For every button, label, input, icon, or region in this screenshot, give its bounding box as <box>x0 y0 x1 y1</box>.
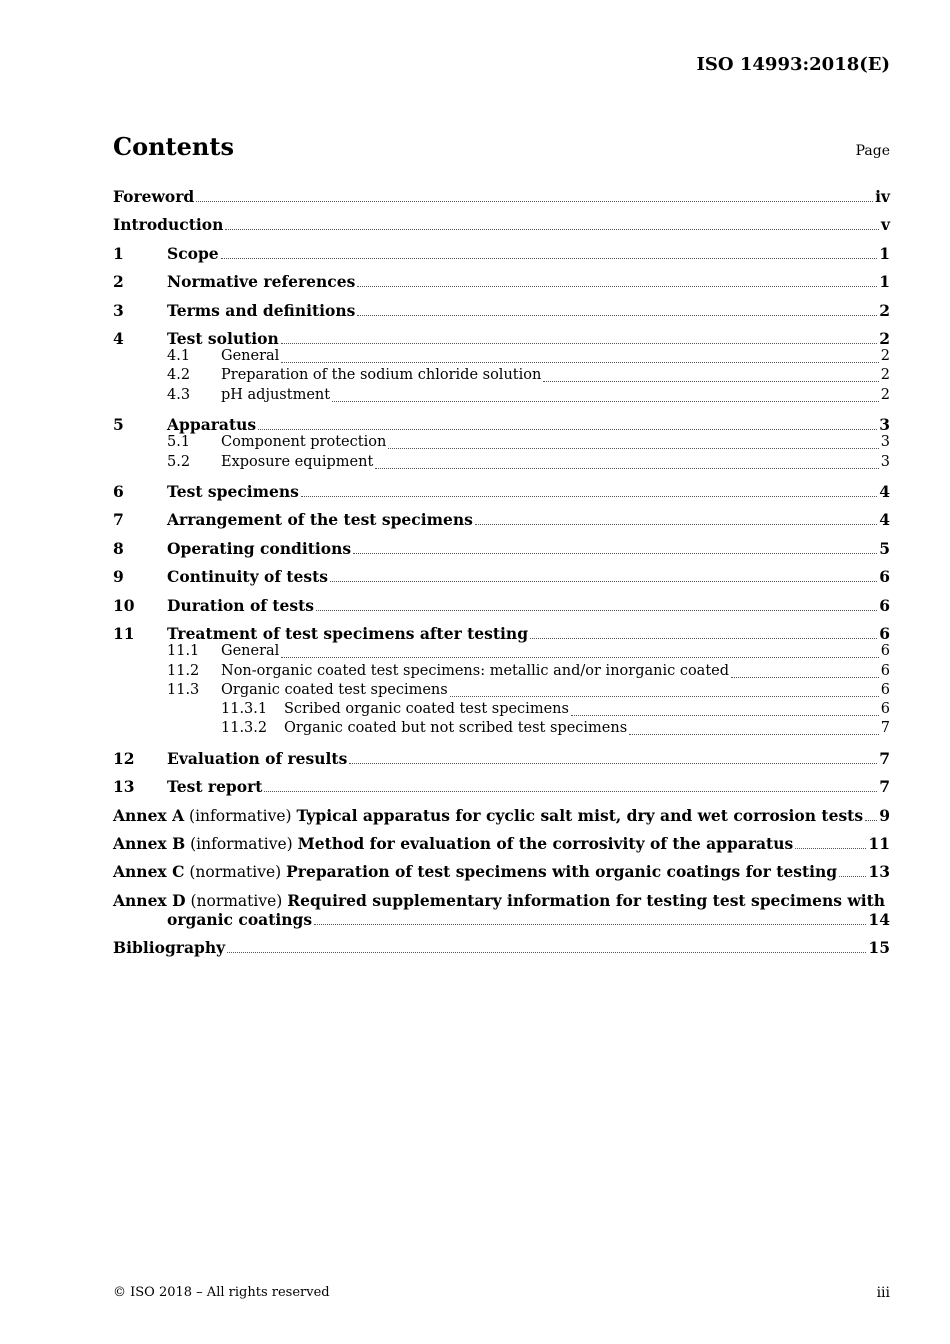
toc-entry-number: 5.2 <box>167 454 191 470</box>
dot-leader <box>221 258 878 259</box>
page-column-label: Page <box>855 143 890 159</box>
toc-entry-5-1[interactable] <box>113 434 890 454</box>
toc-entry-number: 11.1 <box>167 643 200 659</box>
toc-entry-4-1[interactable] <box>113 348 890 368</box>
toc-entry-label: Operating conditions <box>167 539 352 558</box>
dot-leader <box>314 924 866 925</box>
toc-entry-label: Normative references <box>167 272 356 291</box>
toc-annex-d-continuation[interactable] <box>167 910 890 930</box>
dot-leader <box>281 362 878 363</box>
toc-entry-11-1[interactable] <box>113 643 890 663</box>
toc-annex-b[interactable] <box>113 834 890 854</box>
toc-entry-page: v <box>880 215 890 234</box>
annex-type: (informative) <box>189 807 292 825</box>
toc-entry-page: 14 <box>868 910 890 929</box>
page-title: Contents <box>113 132 234 161</box>
dot-leader <box>301 496 877 497</box>
toc-entry-number: 4.2 <box>167 367 191 383</box>
toc-annex-d[interactable] <box>113 891 890 910</box>
toc-entry-number: 11.3.2 <box>221 720 268 736</box>
toc-entry-page: 6 <box>880 663 890 679</box>
toc-entry-page: 1 <box>879 272 890 291</box>
toc-entry-page: 3 <box>880 454 890 470</box>
dot-leader <box>629 734 879 735</box>
dot-leader <box>196 201 873 202</box>
annex-type: (normative) <box>189 863 282 881</box>
toc-entry-number: 12 <box>113 749 135 768</box>
toc-entry-label: Apparatus <box>167 415 257 434</box>
toc-entry-number: 2 <box>113 272 124 291</box>
toc-entry-label: Exposure equipment <box>221 454 374 470</box>
toc-entry-page: 6 <box>879 567 890 586</box>
toc-entry-label: General <box>221 348 280 364</box>
toc-entry-page: 7 <box>879 749 890 768</box>
toc-entry-label: Test report <box>167 777 263 796</box>
dot-leader <box>865 820 877 821</box>
toc-entry-number: 13 <box>113 777 135 796</box>
footer-copyright: © ISO 2018 – All rights reserved <box>113 1285 330 1300</box>
toc-entry-page: 9 <box>879 806 890 825</box>
toc-entry-page: 3 <box>879 415 890 434</box>
toc-entry-5[interactable] <box>113 415 890 435</box>
toc-entry-number: 9 <box>113 567 124 586</box>
dot-leader <box>258 429 877 430</box>
dot-leader <box>330 581 877 582</box>
toc-entry-number: 5 <box>113 415 124 434</box>
toc-entry-label: Organic coated but not scribed test specimens <box>284 720 628 736</box>
toc-entry-number: 4.3 <box>167 387 191 403</box>
toc-entry-page: 3 <box>880 434 890 450</box>
dot-leader <box>571 715 879 716</box>
toc-entry-introduction[interactable] <box>113 215 890 235</box>
toc-entry-page: iv <box>875 187 890 206</box>
toc-entry-label: pH adjustment <box>221 387 331 403</box>
toc-entry-4[interactable] <box>113 329 890 349</box>
dot-leader <box>357 286 877 287</box>
toc-entry-number: 10 <box>113 596 135 615</box>
toc-entry-page: 4 <box>879 482 890 501</box>
annex-title-continued: organic coatings <box>167 910 313 929</box>
dot-leader <box>731 677 879 678</box>
dot-leader <box>388 448 878 449</box>
toc-entry-label: Introduction <box>113 215 224 234</box>
dot-leader <box>349 763 877 764</box>
toc-entry-number: 1 <box>113 244 124 263</box>
toc-annex-c[interactable] <box>113 862 890 882</box>
annex-type: (normative) <box>190 892 283 910</box>
toc-annex-a[interactable] <box>113 806 890 826</box>
toc-entry-number: 8 <box>113 539 124 558</box>
toc-entry-label: General <box>221 643 280 659</box>
toc-entry-number: 3 <box>113 301 124 320</box>
toc-entry-label: Scope <box>167 244 219 263</box>
dot-leader <box>450 696 879 697</box>
toc-entry-number: 4 <box>113 329 124 348</box>
toc-entry-3[interactable] <box>113 301 890 321</box>
toc-entry-page: 2 <box>880 348 890 364</box>
toc-entry-number: 11 <box>113 624 135 643</box>
toc-entry-1[interactable] <box>113 244 890 264</box>
toc-entry-number: 4.1 <box>167 348 191 364</box>
toc-entry-number: 7 <box>113 510 124 529</box>
toc-entry-4-3[interactable] <box>113 387 890 407</box>
dot-leader <box>475 524 877 525</box>
dot-leader <box>353 553 877 554</box>
toc-entry-label: Foreword <box>113 187 195 206</box>
toc-entry-4-2[interactable] <box>113 367 890 387</box>
footer-page-number: iii <box>876 1285 890 1301</box>
toc-entry-number: 6 <box>113 482 124 501</box>
dot-leader <box>530 638 877 639</box>
toc-entry-label: Test solution <box>167 329 279 348</box>
toc-entry-label: Treatment of test specimens after testing <box>167 624 529 643</box>
toc-entry-label: Component protection <box>221 434 387 450</box>
toc-entry-label: Terms and definitions <box>167 301 356 320</box>
annex-title: Method for evaluation of the corrosivity of the apparatus <box>297 834 794 853</box>
dot-leader <box>225 229 879 230</box>
toc-entry-page: 15 <box>868 938 890 957</box>
toc-entry-number: 5.1 <box>167 434 191 450</box>
toc-entry-page: 11 <box>868 834 890 853</box>
dot-leader <box>281 343 877 344</box>
toc-entry-foreword[interactable] <box>113 187 890 207</box>
toc-entry-page: 6 <box>879 596 890 615</box>
toc-entry-label: Continuity of tests <box>167 567 329 586</box>
dot-leader <box>375 468 878 469</box>
dot-leader <box>795 848 866 849</box>
toc-entry-page: 2 <box>880 387 890 403</box>
dot-leader <box>316 610 877 611</box>
toc-entry-number: 11.3.1 <box>221 701 268 717</box>
toc-entry-page: 7 <box>880 720 890 736</box>
toc-entry-7[interactable] <box>113 510 890 530</box>
annex-key: Annex A <box>113 806 185 825</box>
toc-entry-10[interactable] <box>113 596 890 616</box>
dot-leader <box>332 401 879 402</box>
toc-entry-label: Arrangement of the test specimens <box>167 510 473 529</box>
toc-entry-page: 6 <box>880 701 890 717</box>
toc-entry-page: 6 <box>880 643 890 659</box>
document-id: ISO 14993:2018(E) <box>696 54 890 75</box>
annex-key: Annex D <box>113 891 186 910</box>
toc-entry-13[interactable] <box>113 777 890 797</box>
toc-entry-11-2[interactable] <box>113 663 890 683</box>
toc-entry-label: Test specimens <box>167 482 299 501</box>
toc-entry-label: Scribed organic coated test specimens <box>284 701 569 717</box>
annex-key: Annex C <box>113 862 185 881</box>
dot-leader <box>281 657 878 658</box>
toc-entry-number: 11.3 <box>167 682 200 698</box>
dot-leader <box>264 791 877 792</box>
toc-entry-number: 11.2 <box>167 663 200 679</box>
toc-entry-label: Bibliography <box>113 938 226 957</box>
toc-entry-11-3[interactable] <box>113 682 890 702</box>
toc-entry-label: Non-organic coated test specimens: metallic and/or inorganic coated <box>221 663 730 679</box>
annex-title: Preparation of test specimens with organic coatings for testing <box>286 862 838 881</box>
dot-leader <box>227 952 866 953</box>
toc-entry-6[interactable] <box>113 482 890 502</box>
toc-entry-label: Evaluation of results <box>167 749 348 768</box>
toc-entry-12[interactable] <box>113 749 890 769</box>
toc-entry-11-3-2[interactable] <box>113 720 890 740</box>
toc-entry-2[interactable] <box>113 272 890 292</box>
toc-entry-page: 1 <box>879 244 890 263</box>
dot-leader <box>839 876 866 877</box>
toc-entry-page: 2 <box>879 301 890 320</box>
toc-entry-label: Duration of tests <box>167 596 315 615</box>
toc-entry-page: 6 <box>880 682 890 698</box>
annex-title: Typical apparatus for cyclic salt mist, dry and wet corrosion tests <box>296 806 864 825</box>
toc-entry-label: Organic coated test specimens <box>221 682 448 698</box>
toc-entry-page: 4 <box>879 510 890 529</box>
toc-entry-bibliography[interactable] <box>113 938 890 958</box>
annex-title: Required supplementary information for testing test specimens with <box>287 891 886 910</box>
toc-entry-5-2[interactable] <box>113 454 890 474</box>
toc-entry-page: 5 <box>879 539 890 558</box>
toc-entry-8[interactable] <box>113 539 890 559</box>
toc-entry-page: 2 <box>879 329 890 348</box>
annex-key: Annex B <box>113 834 186 853</box>
annex-type: (informative) <box>190 835 293 853</box>
dot-leader <box>357 315 877 316</box>
toc-entry-page: 13 <box>868 862 890 881</box>
dot-leader <box>543 381 878 382</box>
toc-entry-11[interactable] <box>113 624 890 644</box>
toc-entry-page: 6 <box>879 624 890 643</box>
toc-entry-page: 7 <box>879 777 890 796</box>
toc-entry-9[interactable] <box>113 567 890 587</box>
toc-entry-label: Preparation of the sodium chloride solution <box>221 367 542 383</box>
toc-entry-11-3-1[interactable] <box>113 701 890 721</box>
toc-entry-page: 2 <box>880 367 890 383</box>
